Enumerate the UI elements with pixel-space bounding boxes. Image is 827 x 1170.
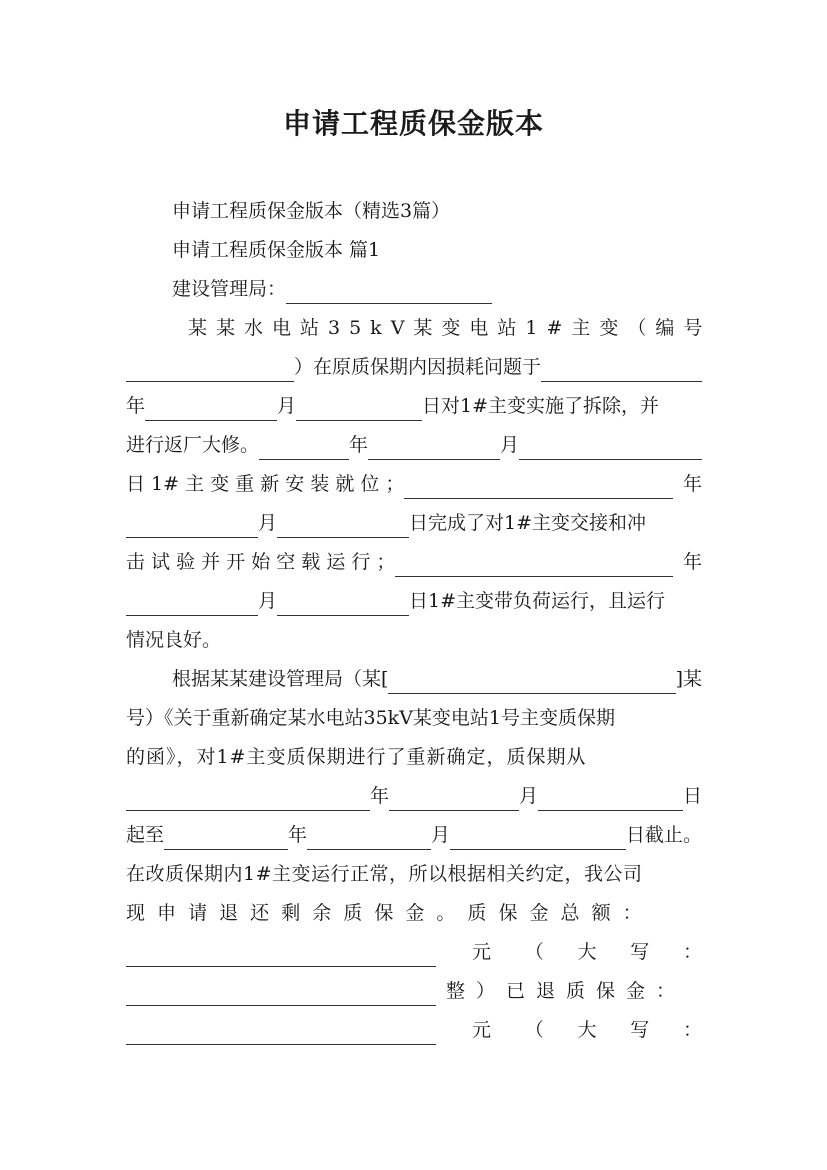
date-blank [389,788,519,811]
month-label: 月 [258,512,278,534]
da-label: 大 [577,1019,597,1041]
addressee-line [172,274,492,304]
p2-line-5 [126,820,702,850]
p1-text-g: 击 试 验 并 开 始 空 载 运 行 ； [126,551,396,573]
p2-text-e: 日截止。 [625,824,702,846]
doc-number-blank [388,671,675,694]
date-blank [277,593,409,616]
p2-line-7: 现 申 请 退 还 剩 余 质 保 金 。 质 保 金 总 额 ： [126,902,645,924]
daxie-label [436,937,702,967]
paren-label: （ [524,941,544,963]
date-blank [450,827,626,850]
p2-line-3: 的函》，对1#主变质保期进行了重新确定，质保期从 [126,746,587,768]
p1-line-8 [126,586,702,616]
xie-label: 写 [630,1019,650,1041]
month-label: 月 [258,590,278,612]
p1-line-9: 情况良好。 [126,629,222,651]
year-label: 年 [349,434,369,456]
date-blank [538,788,683,811]
p1-line-3 [126,391,702,421]
p1-line-2 [126,352,702,382]
p1-line-4 [126,430,702,460]
p1-text-e: 日 1# 主 变 重 新 安 装 就 位 ； [126,473,405,495]
date-blank [277,515,409,538]
p1-line-5 [126,469,702,499]
p2-line-9 [126,976,702,1006]
document-title: 申请工程质保金版本 [282,107,544,140]
yuan-label: 元 [472,1019,492,1041]
addressee-label: 建设管理局： [172,278,287,300]
amount-blank [126,1022,436,1045]
p1-line-6 [126,508,702,538]
p2-line-10 [126,1015,702,1045]
p2-text-a: 根据某某建设管理局（某[ [172,668,389,690]
p1-text-d: 进行返厂大修。 [126,434,260,456]
amount-blank [126,983,436,1006]
date-blank [404,476,673,499]
p2-text-h: 整）已退质保金： [446,980,687,1002]
month-label: 月 [431,824,451,846]
p2-line-4 [126,781,702,811]
xie-label: 写 [630,941,650,963]
da-label: 大 [577,941,597,963]
amount-blank [126,944,436,967]
date-blank [368,437,500,460]
p1-text-f: 日完成了对1#主变交接和冲 [409,512,647,534]
month-label: 月 [519,785,539,807]
date-blank [259,437,349,460]
p1-text-b: ）在原质保期内因损耗问题于 [294,356,542,378]
year-label: 年 [126,395,146,417]
yuan-label: 元 [472,941,492,963]
p2-line-6: 在改质保期内1#主变运行正常，所以根据相关约定，我公司 [126,863,643,885]
day-label: 日 [682,785,702,807]
year-label: 年 [682,473,702,495]
daxie-label [436,1015,702,1045]
p1-text-h: 日1#主变带负荷运行，且运行 [409,590,666,612]
colon-label: ： [682,941,702,963]
month-label: 月 [500,434,520,456]
p2-text-a2: ]某 [675,668,702,690]
year-label: 年 [682,551,702,573]
date-blank [519,437,702,460]
addressee-blank [286,281,492,304]
date-blank [541,359,702,382]
p1-text-c: 日对1#主变实施了拆除，并 [422,395,660,417]
subtitle: 申请工程质保金版本（精选3篇） [172,200,451,222]
colon-label: ： [682,1019,702,1041]
date-blank [164,827,288,850]
date-blank [395,554,673,577]
number-blank [126,359,294,382]
p2-line-2: 号）《关于重新确定某水电站35kV某变电站1号主变质保期 [126,707,616,729]
p2-line-1 [172,664,702,694]
date-blank [126,788,370,811]
date-blank [126,593,258,616]
paren-label: （ [524,1019,544,1041]
date-blank [126,515,258,538]
year-label: 年 [288,824,308,846]
p2-line-8 [126,937,702,967]
p1-line-1: 某某水电站35kV某变电站1#主变（编号 [188,317,712,339]
date-blank [296,398,422,421]
p2-text-d: 起至 [126,824,165,846]
p1-line-7 [126,547,702,577]
year-label: 年 [370,785,390,807]
month-label: 月 [277,395,297,417]
date-blank [145,398,277,421]
section-heading: 申请工程质保金版本 篇1 [172,239,381,261]
date-blank [307,827,431,850]
